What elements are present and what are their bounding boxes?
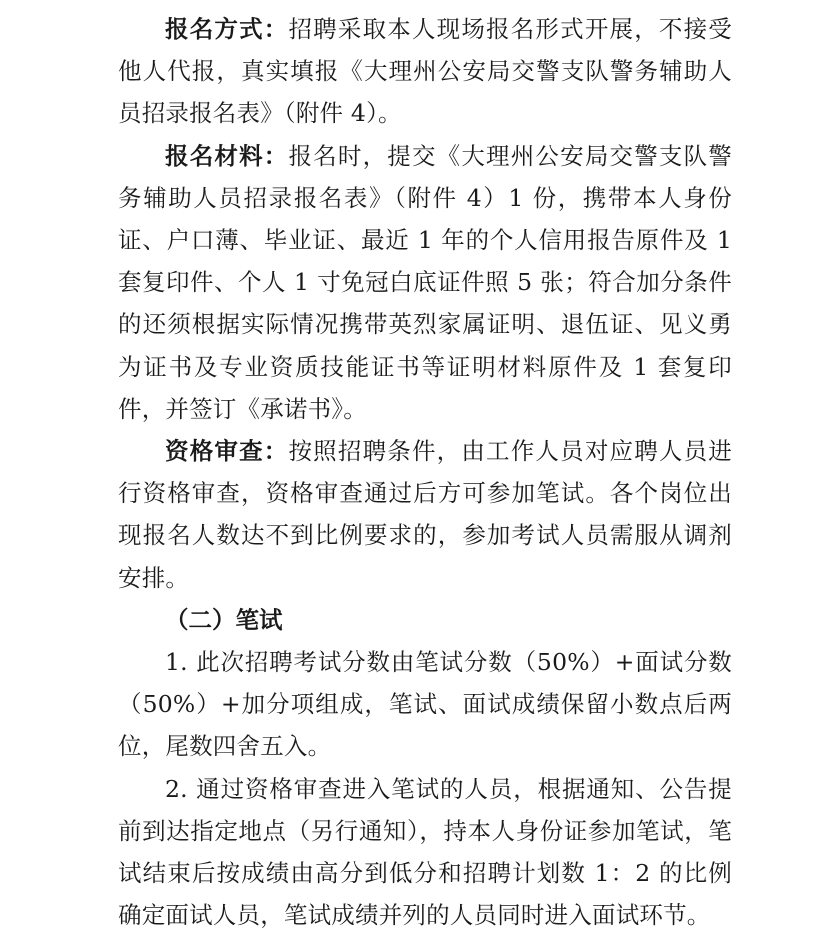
paragraph-text: 报名时，提交《大理州公安局交警支队警务辅助人员招录报名表》（附件 4）1 份，携带本人身份证、户口薄、毕业证、最近 1 年的个人信用报告原件及 1 套复印件、个人 1 寸免冠白底证件照 5 张；符合加分条件的还须根据实际情况携带英烈家属证明、退伍证、见义勇为证书及专业资质技能证书等证明材料原件及 1 套复印件，并签订《承诺书》。: [118, 141, 732, 423]
paragraph-lead-label: 资格审查：: [165, 437, 289, 466]
paragraph-lead-label: 报名方式：: [165, 15, 289, 43]
section-heading: （二）笔试: [165, 605, 283, 634]
section-qualification-review: [118, 430, 732, 599]
paragraph: 2. 通过资格审查进入笔试的人员，根据通知、公告提前到达指定地点（另行通知），持本人身份证参加笔试，笔试结束后按成绩由高分到低分和招聘计划数 1：2 的比例确定面试人员，笔试成绩并列的人员同时进入面试环节。: [118, 774, 732, 930]
paragraph: [118, 135, 732, 430]
paragraph-lead-label: 报名材料：: [165, 141, 289, 170]
paragraph: [118, 430, 732, 599]
section-application-materials: [118, 135, 732, 430]
paragraph: [118, 8, 732, 135]
section-written-exam: [118, 599, 732, 936]
paragraph: 1. 此次招聘考试分数由笔试分数（50%）+面试分数（50%）+加分项组成，笔试、面试成绩保留小数点后两位，尾数四舍五入。: [118, 648, 732, 761]
paragraph-text: 招聘采取本人现场报名形式开展，不接受他人代报，真实填报《大理州公安局交警支队警务辅助人员招录报名表》（附件 4）。: [118, 15, 732, 128]
paragraph-text: 按照招聘条件，由工作人员对应聘人员进行资格审查，资格审查通过后方可参加笔试。各个岗位出现报名人数达不到比例要求的，参加考试人员需服从调剂安排。: [118, 437, 732, 592]
section-application-method: [118, 8, 732, 135]
